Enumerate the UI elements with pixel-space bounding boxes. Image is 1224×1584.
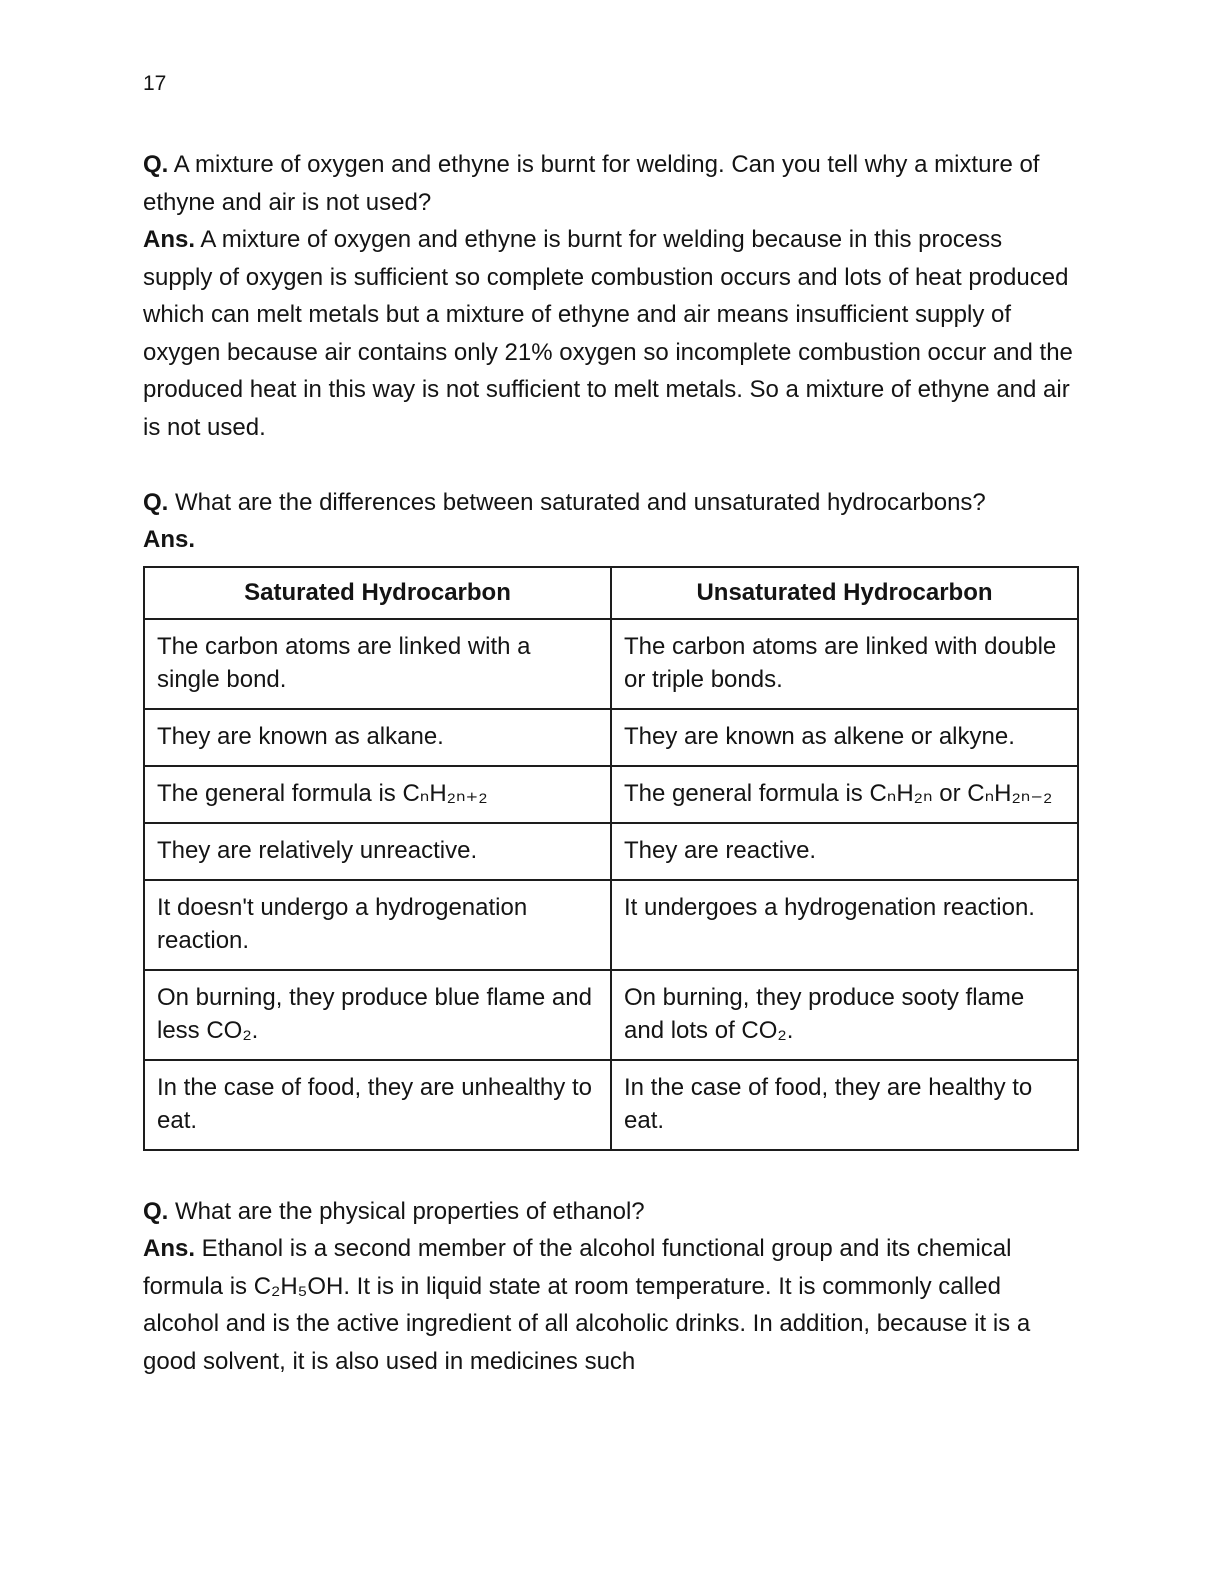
table-body — [144, 619, 1078, 1150]
question-3 — [143, 1193, 1078, 1231]
answer-3 — [143, 1230, 1078, 1380]
question-1-text: A mixture of oxygen and ethyne is burnt for welding. Can you tell why a mixture of ethyne and air is not used? — [143, 151, 1040, 216]
table-head — [144, 567, 1078, 619]
answer-2-label: Ans. — [143, 526, 196, 553]
question-2 — [143, 484, 1078, 522]
table-row — [144, 709, 1078, 766]
answer-1 — [143, 221, 1078, 446]
table-cell-saturated: The general formula is CₙH₂ₙ₊₂ — [144, 766, 611, 823]
table-header-row — [144, 567, 1078, 619]
table-cell-unsaturated: They are known as alkene or alkyne. — [611, 709, 1078, 766]
answer-1-label: Ans. — [143, 226, 196, 253]
table-cell-unsaturated: The carbon atoms are linked with double or triple bonds. — [611, 619, 1078, 709]
question-2-label: Q. — [143, 488, 169, 516]
table-cell-saturated: They are relatively unreactive. — [144, 823, 611, 880]
table-row — [144, 880, 1078, 970]
table-cell-unsaturated: It undergoes a hydrogenation reaction. — [611, 880, 1078, 970]
table-row — [144, 619, 1078, 709]
table-row — [144, 766, 1078, 823]
question-1 — [143, 146, 1078, 221]
question-3-text: What are the physical properties of ethanol? — [168, 1197, 645, 1225]
table-row — [144, 823, 1078, 880]
table-cell-unsaturated: On burning, they produce sooty flame and lots of CO₂. — [611, 970, 1078, 1060]
answer-1-text: A mixture of oxygen and ethyne is burnt for welding because in this process supply of oxygen is sufficient so complete combustion occurs and lots of heat produced which can melt metals but a mixture of ethyne and air means insufficient supply of oxygen because air contains only 21% oxygen so incomplete combustion occur and the produced heat in this way is not sufficient to melt metals. So a mixture of ethyne and air is not used. — [143, 226, 1073, 441]
table-cell-saturated: On burning, they produce blue flame and less CO₂. — [144, 970, 611, 1060]
table-cell-saturated: They are known as alkane. — [144, 709, 611, 766]
table-cell-unsaturated: They are reactive. — [611, 823, 1078, 880]
page-number: 17 — [143, 72, 167, 95]
answer-3-text: Ethanol is a second member of the alcohol functional group and its chemical formula is C₂H₅OH. It is in liquid state at room temperature. It is commonly called alcohol and is the active ingredient of all alcoholic drinks. In addition, because it is a good solvent, it is also used in medicines such — [143, 1235, 1031, 1375]
question-3-label: Q. — [143, 1197, 169, 1225]
table-cell-saturated: The carbon atoms are linked with a single bond. — [144, 619, 611, 709]
table-cell-saturated: In the case of food, they are unhealthy to eat. — [144, 1060, 611, 1150]
table-cell-unsaturated: In the case of food, they are healthy to eat. — [611, 1060, 1078, 1150]
question-2-text: What are the differences between saturated and unsaturated hydrocarbons? — [168, 488, 986, 516]
table-header-saturated: Saturated Hydrocarbon — [144, 567, 611, 619]
answer-2 — [143, 521, 1078, 559]
answer-3-label: Ans. — [143, 1235, 196, 1262]
table-row — [144, 970, 1078, 1060]
question-1-label: Q. — [143, 151, 169, 178]
hydrocarbon-comparison-table — [143, 566, 1079, 1151]
table-cell-saturated: It doesn't undergo a hydrogenation reaction. — [144, 880, 611, 970]
table-header-unsaturated: Unsaturated Hydrocarbon — [611, 567, 1078, 619]
table-cell-unsaturated: The general formula is CₙH₂ₙ or CₙH₂ₙ₋₂ — [611, 766, 1078, 823]
table-row — [144, 1060, 1078, 1150]
